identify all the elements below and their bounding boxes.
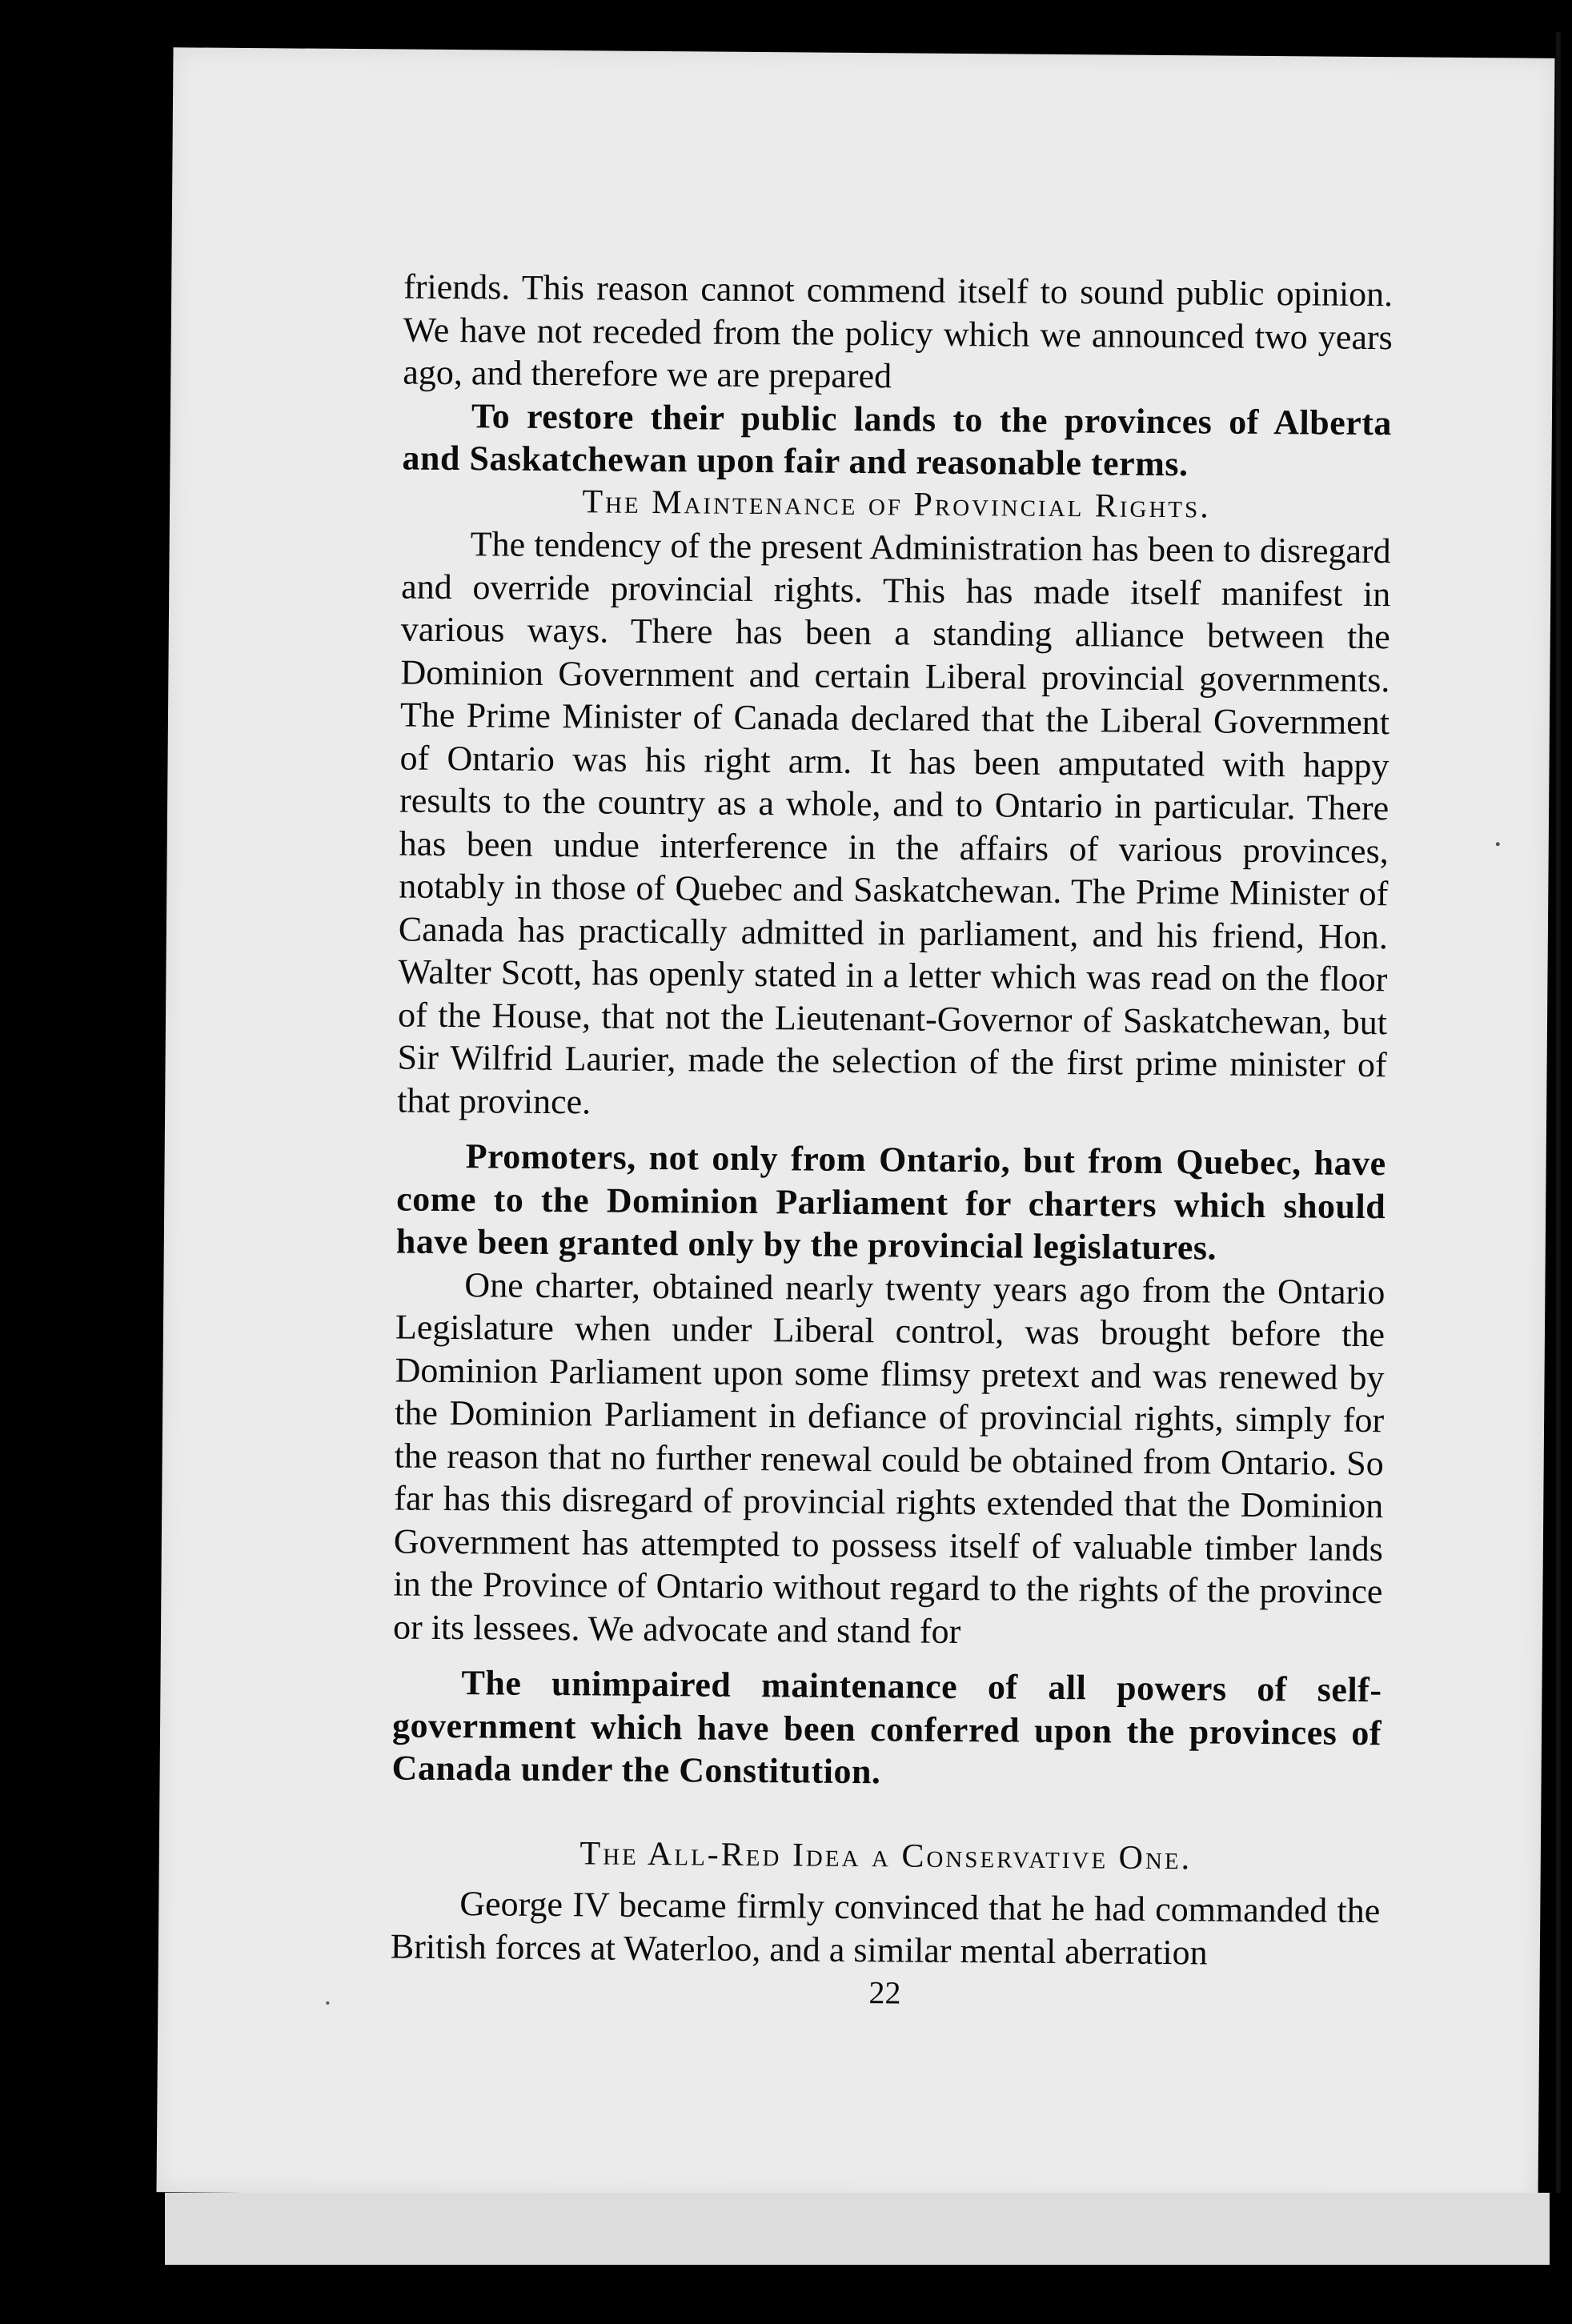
pledge-self-government: The unimpaired maintenance of all powers of self-government which have been conferred upon the provinces of Canada under the Constitution.: [391, 1663, 1382, 1792]
page-binding-edge: [1556, 32, 1561, 2193]
charter-paragraph: One charter, obtained nearly twenty years ago from the Ontario Legislature when under Liberal control, was brought before the Dominion Parliament upon some flimsy pretext and was renewed by the Dominion Parliament in defiance of provincial rights, simply for the reason that no further renewal could be obtained from Ontario. So far has this disregard of provincial rights extended that the Dominion Government has attempted to possess itself of valuable timber lands in the Province of Ontario without regard to the rights of the province or its lessees. We advocate and stand for: [392, 1264, 1386, 1651]
all-red-paragraph: George IV became firmly convinced that he had commanded the British forces at Waterloo, and a similar mental aberration: [390, 1884, 1381, 1972]
scan-speck-mark: [1496, 842, 1500, 846]
pledge-public-lands: To restore their public lands to the provinces of Alberta and Saskatchewan upon fair and reasonable terms.: [402, 395, 1393, 484]
page-number: 22: [868, 1974, 901, 2011]
opening-paragraph: friends. This reason cannot commend itself to sound public opinion. We have not receded from the policy which we announced two years ago, and therefore we are prepared: [403, 266, 1394, 396]
promoters-paragraph: Promoters, not only from Ontario, but from Quebec, have come to the Dominion Parliament for charters which should have been granted only by the provincial legislatures.: [395, 1136, 1386, 1268]
provincial-rights-paragraph: The tendency of the present Administration has been to disregard and override provincial rights. This has made itself manifest in various ways. There has been a standing alliance between the Dominion Government and certain Liberal provincial governments. The Prime Minister of Canada declared that the Liberal Government of Ontario was his right arm. It has been amputated with happy results to the country as a whole, and to Ontario in particular. There has been undue interference in the affairs of various provinces, notably in those of Quebec and Saskatchewan. The Prime Minister of Canada has practically admitted in parliament, and his friend, Hon. Walter Scott, has openly stated in a letter which was read on the floor of the House, that not the Lieutenant-Governor of Saskatchewan, but Sir Wilfrid Laurier, made the selection of the first prime minister of that province.: [397, 524, 1391, 1121]
section-heading-provincial-rights: The Maintenance of Provincial Rights.: [582, 483, 1211, 525]
scan-speck-mark: [326, 2001, 329, 2005]
document-page: [157, 47, 1555, 2202]
page-bottom-margin: [165, 2193, 1550, 2265]
page-text-block: [390, 266, 1393, 2018]
section-heading-all-red-idea: The All-Red Idea a Conservative One.: [579, 1834, 1193, 1877]
